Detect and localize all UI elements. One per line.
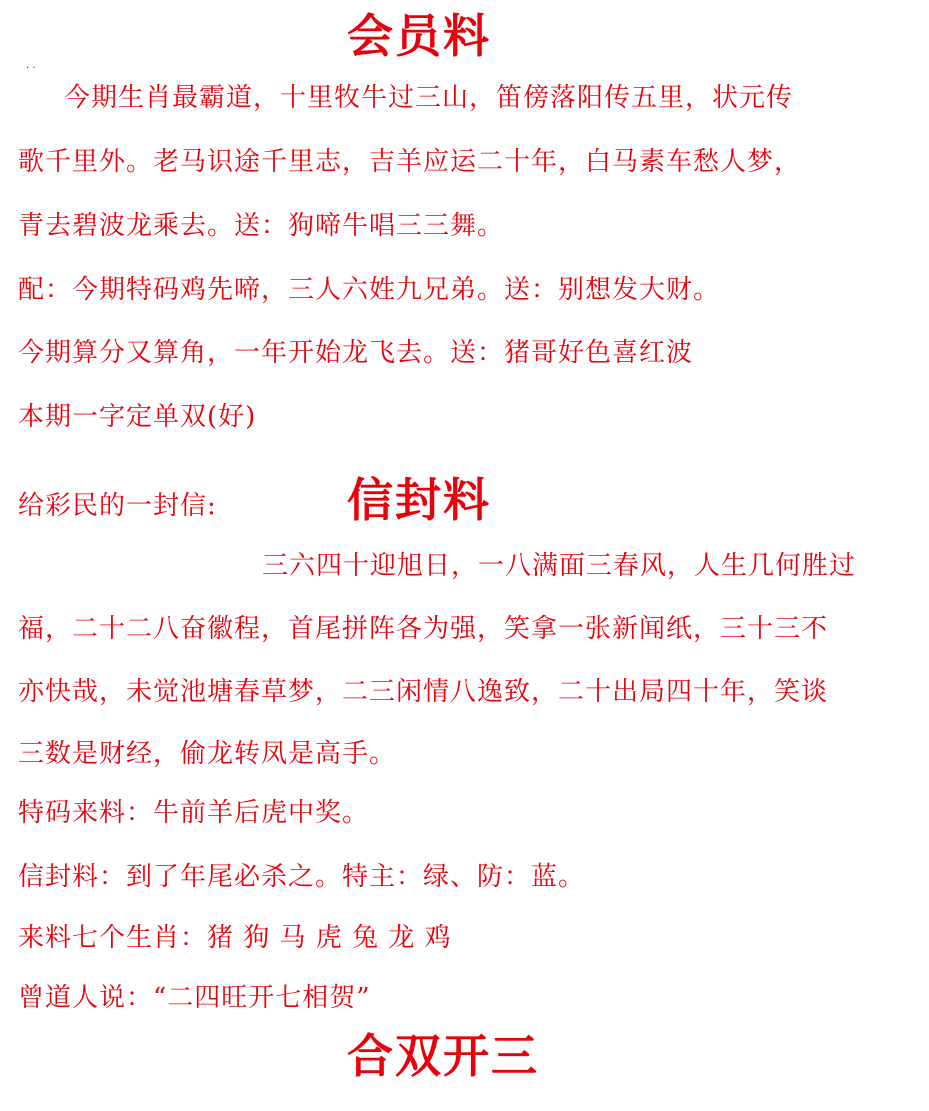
member-line-4: 配：今期特码鸡先啼，三人六姓九兄弟。送：别想发大财。 (18, 275, 721, 305)
member-section-title: 会员料 (347, 9, 491, 63)
member-line-5: 今期算分又算角，一年开始龙飞去。送：猪哥好色喜红波 (18, 338, 694, 368)
letter-line-4: 三数是财经，偷龙转凤是高手。 (18, 739, 397, 769)
letter-section-title: 信封料 (347, 473, 491, 527)
member-line-1: 今期生肖最霸道，十里牧牛过三山，笛傍落阳传五里，状元传 (64, 83, 794, 113)
letter-line-6: 信封料：到了年尾必杀之。特主：绿、防：蓝。 (18, 862, 586, 892)
letter-intro: 给彩民的一封信: (18, 491, 217, 521)
letter-line-5: 特码来料：牛前羊后虎中奖。 (18, 798, 370, 828)
letter-line-1: 三六四十迎旭日，一八满面三春风，人生几何胜过 (262, 551, 857, 581)
member-line-2: 歌千里外。老马识途千里志，吉羊应运二十年，白马素车愁人梦， (18, 147, 802, 177)
letter-line-3: 亦快哉，未觉池塘春草梦，二三闲情八逸致，二十出局四十年，笑谈 (18, 677, 829, 707)
member-line-6: 本期一字定单双(好) (18, 402, 257, 432)
footer-title: 合双开三 (347, 1029, 539, 1083)
member-line-3: 青去碧波龙乘去。送：狗啼牛唱三三舞。 (18, 211, 505, 241)
stray-dots: . . (26, 60, 36, 71)
letter-line-8: 曾道人说：“二四旺开七相贺” (18, 983, 371, 1013)
letter-line-7: 来料七个生肖：猪 狗 马 虎 兔 龙 鸡 (18, 923, 452, 953)
letter-line-2: 福，二十二八奋徽程，首尾拼阵各为强，笑拿一张新闻纸，三十三不 (18, 614, 829, 644)
